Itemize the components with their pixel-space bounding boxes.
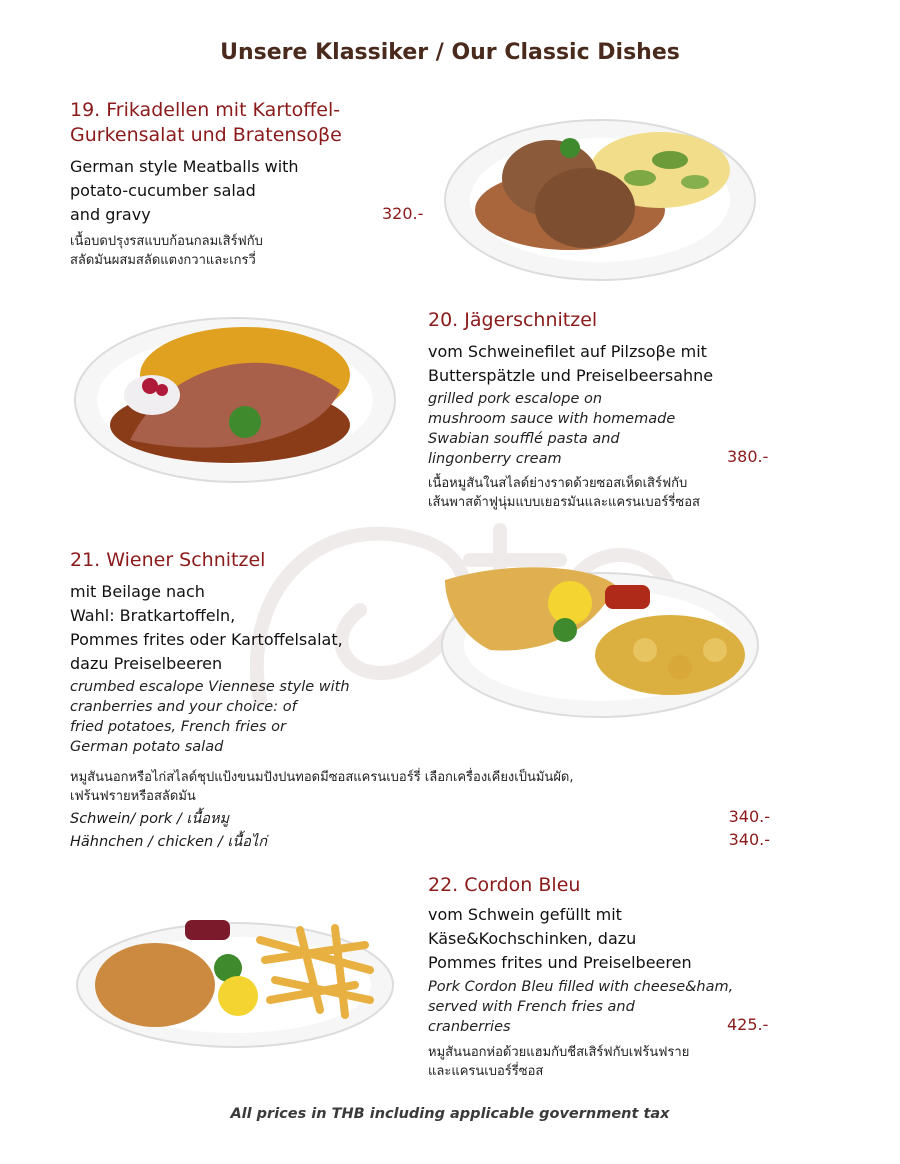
dish-22-title-line: 22. Cordon Bleu: [428, 874, 581, 896]
dish-21-description: [70, 580, 343, 676]
dish-19-title: [70, 98, 342, 148]
dish-21-desc-line: Wahl: Bratkartoffeln,: [70, 606, 236, 625]
option-price: 340.-: [728, 830, 770, 849]
dish-19-thai-line: เนื้อบดปรุงรสแบบก้อนกลมเสิร์ฟกับ: [70, 234, 263, 249]
dish-21-desc-line: Pommes frites oder Kartoffelsalat,: [70, 630, 343, 649]
dish-20-english-line: Swabian soufflé pasta and: [428, 431, 620, 447]
dish-21-thai-line: หมูสันนอกหรือไก่สไลด์ชุปแป้งขนมปังปนทอดมีซอสแครนเบอร์รี่ เลือกเครื่องเคียงเป็นมันผัด,: [70, 770, 574, 785]
dish-19-thai-description: [70, 232, 263, 270]
dish-22-english-line: Pork Cordon Bleu filled with cheese&ham,: [428, 979, 734, 995]
dish-21-option-chicken: [70, 830, 770, 852]
option-label: Schwein/ pork / เนื้อหมู: [70, 811, 230, 827]
dish-20-english-line: grilled pork escalope on: [428, 391, 603, 407]
dish-19-desc-line: potato-cucumber salad: [70, 181, 256, 200]
dish-20-desc-line: vom Schweinefilet auf Pilzsoβe mit: [428, 342, 707, 361]
dish-20-title: [428, 308, 597, 333]
dish-21-option-pork: [70, 807, 770, 829]
dish-22-english-line: served with French fries and: [428, 999, 635, 1015]
dish-20-description: [428, 340, 713, 388]
dish-22-english-line: cranberries: [428, 1019, 511, 1035]
dish-21-thai-line: เฟร้นฟรายหรือสลัดมัน: [70, 789, 196, 804]
dish-20-english-line: lingonberry cream: [428, 451, 562, 467]
dish-21-title: [70, 548, 265, 573]
dish-19-photo: [440, 100, 760, 290]
dish-21-english-line: cranberries and your choice: of: [70, 699, 297, 715]
dish-19-desc-line: German style Meatballs with: [70, 157, 299, 176]
dish-20-thai-line: เส้นพาสต้าฟูนุ่มแบบเยอรมันและแครนเบอร์รี่ซอส: [428, 495, 700, 510]
dish-20-english-line: mushroom sauce with homemade: [428, 411, 676, 427]
option-price: 340.-: [728, 807, 770, 826]
dish-21-english-line: crumbed escalope Viennese style with: [70, 679, 350, 695]
dish-19-desc-line: and gravy: [70, 205, 151, 224]
dish-21-desc-line: mit Beilage nach: [70, 582, 205, 601]
dish-20-english-description: [428, 389, 675, 469]
dish-22-title: [428, 873, 580, 898]
dish-21-desc-line: dazu Preiselbeeren: [70, 654, 223, 673]
dish-21-english-line: German potato salad: [70, 739, 224, 755]
dish-22-desc-line: Käse&Kochschinken, dazu: [428, 929, 637, 948]
dish-21-photo: [430, 555, 760, 725]
dish-22-english-description: [428, 977, 733, 1037]
dish-21-english-description: [70, 677, 350, 757]
dish-22-photo: [70, 900, 400, 1050]
dish-19-price: 320.-: [382, 204, 424, 223]
dish-19-title-line: Gurkensalat und Bratensoβe: [70, 124, 342, 146]
dish-22-desc-line: Pommes frites und Preiselbeeren: [428, 953, 692, 972]
dish-19-title-line: 19. Frikadellen mit Kartoffel-: [70, 99, 341, 121]
dish-20-desc-line: Butterspätzle und Preiselbeersahne: [428, 366, 714, 385]
dish-20-title-line: 20. Jägerschnitzel: [428, 309, 598, 331]
page-title: Unsere Klassiker / Our Classic Dishes: [220, 40, 680, 65]
dish-21-thai-description: [70, 768, 574, 806]
dish-21-title-line: 21. Wiener Schnitzel: [70, 549, 266, 571]
dish-22-thai-description: [428, 1043, 689, 1081]
dish-22-thai-line: และแครนเบอร์รี่ซอส: [428, 1064, 544, 1079]
dish-19-description: [70, 155, 299, 227]
dish-22-desc-line: vom Schwein gefüllt mit: [428, 905, 622, 924]
dish-22-thai-line: หมูสันนอกห่อด้วยแฮมกับชีสเสิร์ฟกับเฟร้นฟราย: [428, 1045, 690, 1060]
dish-20-photo: [70, 300, 400, 490]
dish-22-description: [428, 903, 692, 975]
dish-20-thai-description: [428, 474, 700, 512]
option-label: Hähnchen / chicken / เนื้อไก่: [70, 834, 267, 850]
dish-21-english-line: fried potatoes, French fries or: [70, 719, 286, 735]
dish-20-thai-line: เนื้อหมูสันในสไลด์ย่างราดด้วยซอสเห็ดเสิร์ฟกับ: [428, 476, 688, 491]
dish-20-price: 380.-: [727, 447, 769, 466]
dish-19-thai-line: สลัดมันผสมสลัดแตงกวาและเกรวี่: [70, 253, 256, 268]
price-footnote: All prices in THB including applicable government tax: [230, 1106, 670, 1122]
dish-22-price: 425.-: [727, 1015, 769, 1034]
